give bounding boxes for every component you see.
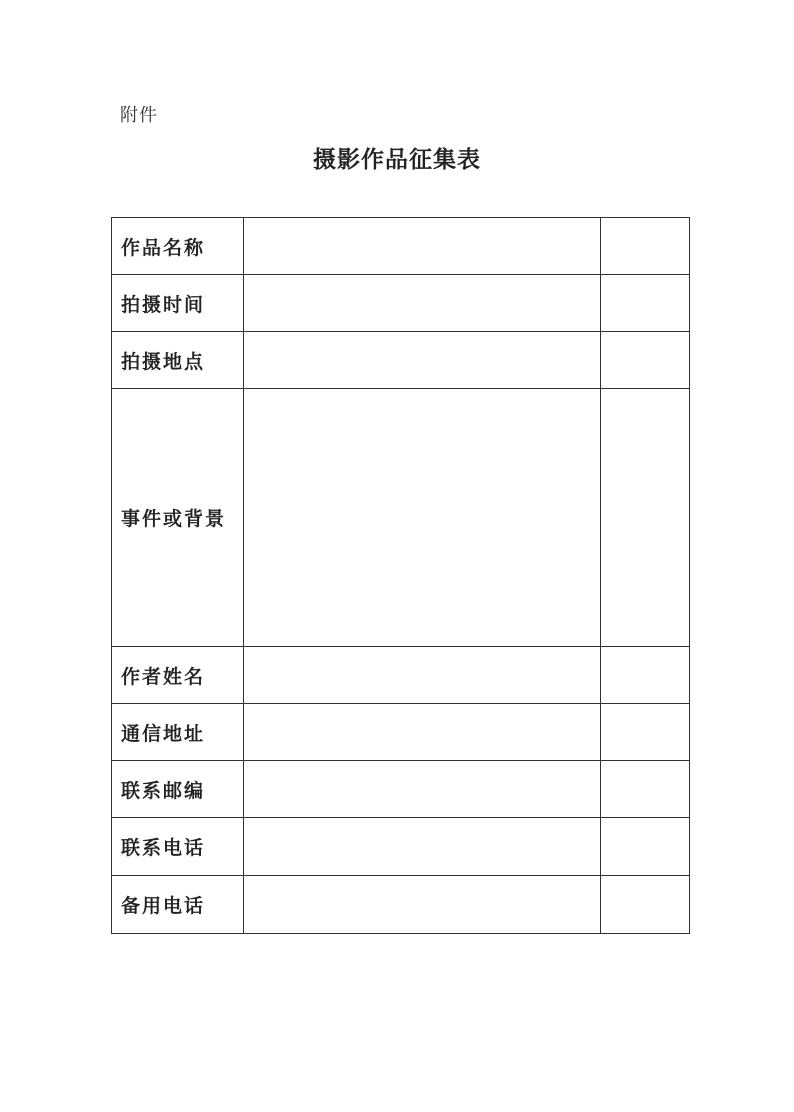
form-row-phone (112, 818, 690, 876)
label-postal-code: 联系邮编 (112, 761, 244, 818)
form-row-shoot-location (112, 332, 690, 389)
label-work-title: 作品名称 (112, 218, 244, 275)
field-phone[interactable] (244, 818, 601, 876)
form-row-author-name (112, 647, 690, 704)
label-mailing-address: 通信地址 (112, 704, 244, 761)
label-event-background: 事件或背景 (112, 389, 244, 647)
field-work-title[interactable] (244, 218, 601, 275)
extra-cell-backup-phone[interactable] (601, 876, 690, 934)
form-row-shoot-time (112, 275, 690, 332)
field-backup-phone[interactable] (244, 876, 601, 934)
form-row-postal-code (112, 761, 690, 818)
extra-cell-author-name[interactable] (601, 647, 690, 704)
extra-cell-shoot-time[interactable] (601, 275, 690, 332)
form-row-mailing-address (112, 704, 690, 761)
extra-cell-postal-code[interactable] (601, 761, 690, 818)
form-row-event-background (112, 389, 690, 647)
field-shoot-time[interactable] (244, 275, 601, 332)
extra-cell-phone[interactable] (601, 818, 690, 876)
form-row-backup-phone (112, 876, 690, 934)
label-author-name: 作者姓名 (112, 647, 244, 704)
field-postal-code[interactable] (244, 761, 601, 818)
document-title: 摄影作品征集表 (313, 146, 481, 173)
form-row-work-title (112, 218, 690, 275)
label-phone: 联系电话 (112, 818, 244, 876)
field-author-name[interactable] (244, 647, 601, 704)
label-shoot-location: 拍摄地点 (112, 332, 244, 389)
label-backup-phone: 备用电话 (112, 876, 244, 934)
extra-cell-mailing-address[interactable] (601, 704, 690, 761)
photo-submission-form (111, 217, 690, 934)
field-mailing-address[interactable] (244, 704, 601, 761)
field-event-background[interactable] (244, 389, 601, 647)
extra-cell-shoot-location[interactable] (601, 332, 690, 389)
attachment-label: 附件 (120, 105, 158, 126)
field-shoot-location[interactable] (244, 332, 601, 389)
label-shoot-time: 拍摄时间 (112, 275, 244, 332)
extra-cell-event-background[interactable] (601, 389, 690, 647)
extra-cell-work-title[interactable] (601, 218, 690, 275)
